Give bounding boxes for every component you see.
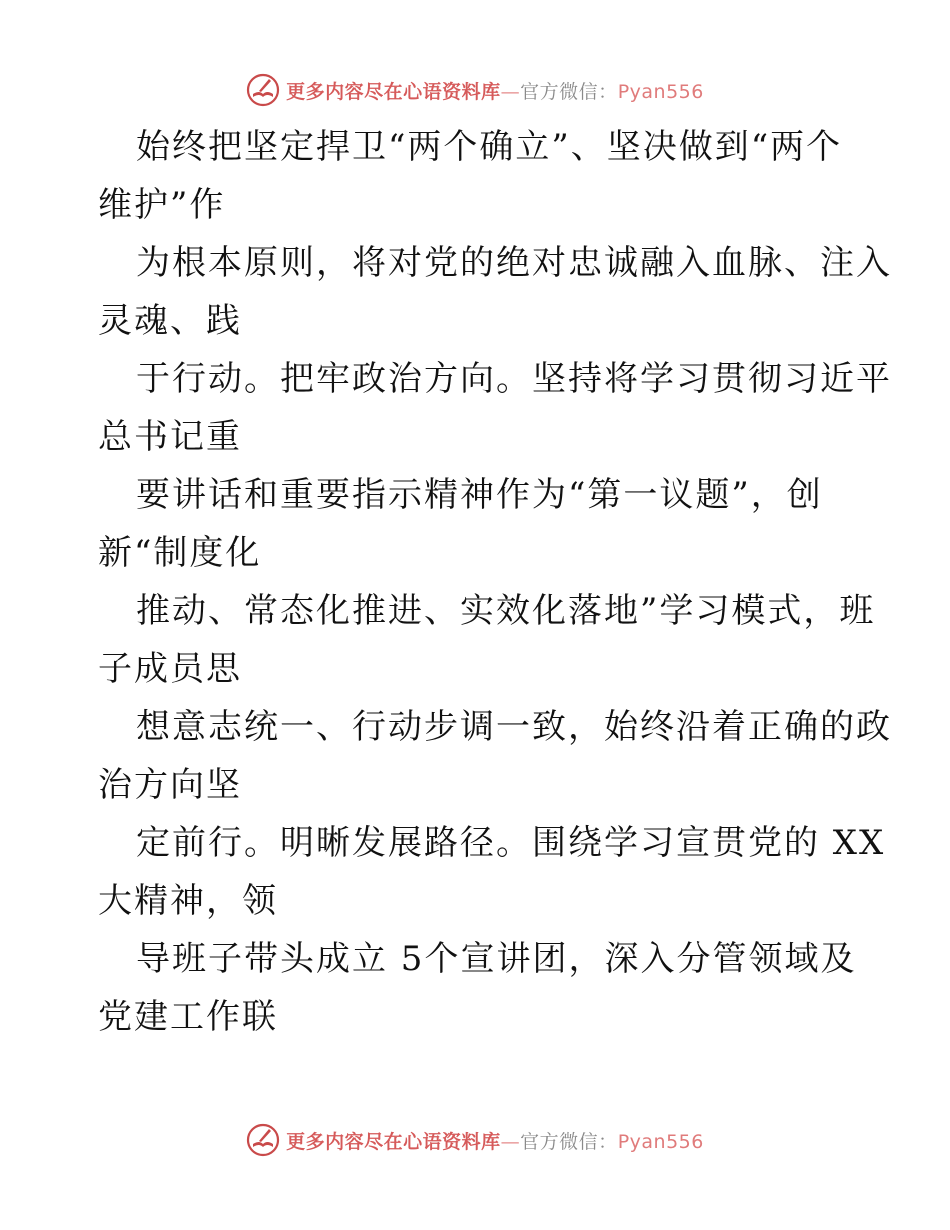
- text-line: 为根本原则，将对党的绝对忠诚融入血脉、注入: [136, 243, 892, 283]
- text-line: 总书记重: [98, 417, 242, 457]
- watermark-separator: —: [500, 1130, 521, 1153]
- footer-watermark: [0, 1120, 950, 1160]
- text-line: 维护”作: [98, 185, 226, 225]
- watermark-separator: —: [500, 80, 521, 103]
- text-line: 想意志统一、行动步调一致，始终沿着正确的政: [136, 707, 892, 747]
- watermark-text: [286, 1127, 704, 1154]
- watermark-official-label: 官方微信：: [520, 1130, 618, 1153]
- text-line: 定前行。明晰发展路径。围绕学习宣贯党的 XX: [136, 823, 886, 863]
- text-line: 党建工作联: [98, 997, 278, 1037]
- document-body: [98, 118, 892, 1046]
- watermark-account-id: Pyan556: [617, 1130, 704, 1153]
- text-line: 新“制度化: [98, 533, 262, 573]
- text-line: 灵魂、践: [98, 301, 242, 341]
- watermark-account-id: Pyan556: [617, 80, 704, 103]
- book-quill-logo-icon: [246, 73, 280, 107]
- book-quill-logo-icon: [246, 1123, 280, 1157]
- watermark-main-text: 更多内容尽在心语资料库: [286, 80, 501, 103]
- header-watermark: [0, 70, 950, 110]
- watermark-main-text: 更多内容尽在心语资料库: [286, 1130, 501, 1153]
- text-line: 导班子带头成立 5个宣讲团，深入分管领域及: [136, 939, 857, 979]
- text-line: 治方向坚: [98, 765, 242, 805]
- text-line: 子成员思: [98, 649, 242, 689]
- watermark-official-label: 官方微信：: [520, 80, 618, 103]
- text-line: 要讲话和重要指示精神作为“第一议题”，创: [136, 475, 823, 515]
- text-line: 推动、常态化推进、实效化落地”学习模式，班: [136, 591, 876, 631]
- watermark-text: [286, 77, 704, 104]
- text-line: 始终把坚定捍卫“两个确立”、坚决做到“两个: [136, 127, 843, 167]
- text-line: 大精神，领: [98, 881, 278, 921]
- text-line: 于行动。把牢政治方向。坚持将学习贯彻习近平: [136, 359, 892, 399]
